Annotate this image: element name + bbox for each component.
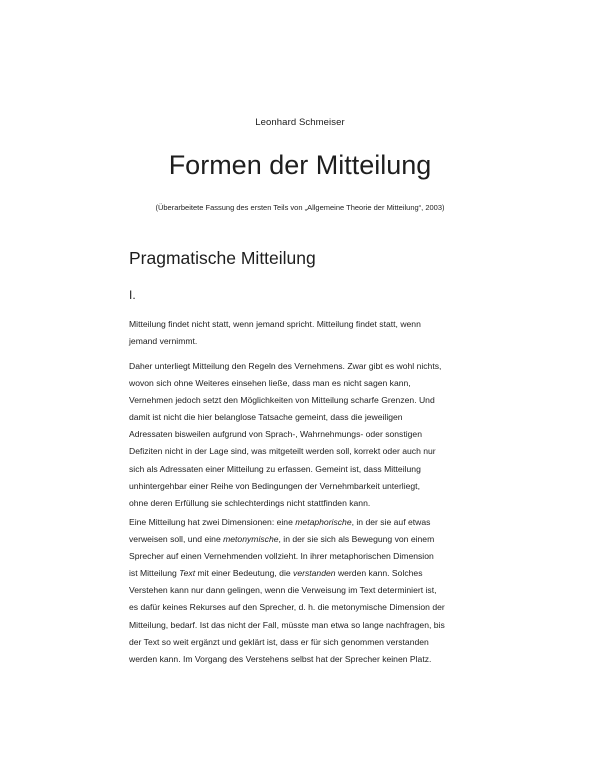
emphasis-term: verstanden [293,568,336,579]
paragraph-2 [129,358,469,512]
paragraph-line: damit ist nicht die hier belanglose Tatsache gemeint, dass die jeweiligen [129,412,403,423]
paragraph-line: Mitteilung, bedarf. Ist das nicht der Fall, müsste man etwa so lange nachfragen, bis [129,619,445,630]
paragraph-line: Vernehmen jedoch setzt den Möglichkeiten von Mitteilung scharfe Grenzen. Und [129,395,435,406]
section-heading: Pragmatische Mitteilung [129,248,316,268]
paragraph-line: unhintergehbar einer Reihe von Bedingungen der Vernehmbarkeit unterliegt, [129,480,420,491]
section-number: I. [129,288,136,302]
paragraph-line: werden kann. Im Vorgang des Verstehens selbst hat der Sprecher keinen Platz. [129,653,432,664]
text-run: , in der sie auf etwas [351,517,431,527]
paragraph-line: Mitteilung findet nicht statt, wenn jemand spricht. Mitteilung findet statt, wenn [129,319,421,329]
paragraph-line: ohne deren Erfüllung sie schlechterdings nicht stattfinden kann. [129,497,371,508]
text-run: werden kann. Solches [335,568,423,579]
paragraph-line: der Text so weit ergänzt und geklärt ist, dass er für sich genommen verstanden [129,636,429,647]
paragraph-line [129,531,469,548]
paragraph-line: wovon sich ohne Weiteres einsehen ließe, dass man es nicht sagen kann, [129,378,411,389]
emphasis-term: Text [179,568,196,579]
paragraph-line: Defiziten nicht in der Lage sind, was mitgeteilt werden soll, korrekt oder auch nur [129,446,436,457]
paragraph-line: jemand vernimmt. [129,336,198,347]
paragraph-3 [129,514,469,668]
paragraph-line [129,514,469,531]
text-run: , in der sie sich als Bewegung von einem [278,534,435,545]
text-run: Eine Mitteilung hat zwei Dimensionen: eine [129,517,296,527]
text-run: ist Mitteilung [129,568,180,579]
paragraph-line: Verstehen kann nur dann gelingen, wenn die Verweisung im Text determiniert ist, [129,585,437,596]
paragraph-line: Adressaten bisweilen aufgrund von Sprach-, Wahrnehmungs- oder sonstigen [129,429,422,440]
paragraph-line [129,565,469,582]
text-run: verweisen soll, und eine [129,534,224,545]
paragraph-line: Daher unterliegt Mitteilung den Regeln des Vernehmens. Zwar gibt es wohl nichts, [129,361,442,371]
author-name: Leonhard Schmeiser [255,117,345,128]
emphasis-term: metaphorische [295,517,352,527]
document-subtitle: (Überarbeitete Fassung des ersten Teils von „Allgemeine Theorie der Mitteilung“, 2003) [155,203,445,212]
paragraph-line: es dafür keines Rekurses auf den Sprecher, d. h. die metonymische Dimension der [129,602,445,613]
document-title: Formen der Mitteilung [168,150,432,180]
paragraph-line: sich als Adressaten einer Mitteilung zu erfassen. Gemeint ist, dass Mitteilung [129,463,421,474]
paragraph-1 [129,316,469,350]
text-run: mit einer Bedeutung, die [195,568,294,579]
paragraph-line: Sprecher auf einen Vernehmenden vollzieht. In ihrer metaphorischen Dimension [129,551,434,562]
emphasis-term: metonymische [223,534,279,545]
